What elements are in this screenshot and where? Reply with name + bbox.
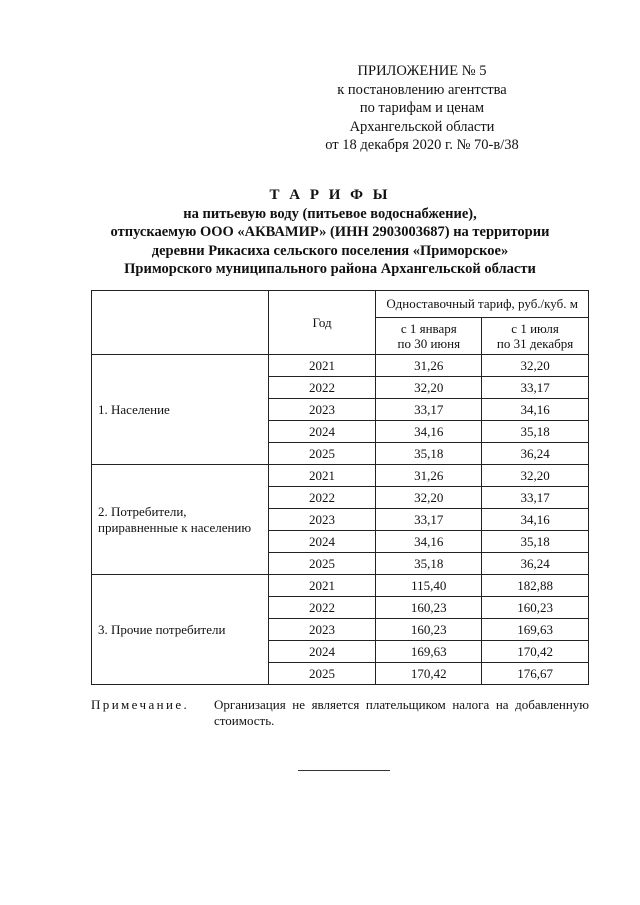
appendix-line: по тарифам и ценам [359, 100, 485, 116]
tariff-h2-cell: 182,88 [482, 575, 589, 597]
year-cell: 2021 [268, 355, 376, 377]
category-cell [92, 465, 269, 575]
divider-line [298, 770, 390, 771]
year-header: Год [268, 291, 376, 355]
year-cell: 2023 [268, 509, 376, 531]
appendix-line: от 18 декабря 2020 г. № 70-в/38 [325, 137, 519, 153]
tariff-h2-cell: 32,20 [482, 355, 589, 377]
tariff-h1-cell: 33,17 [376, 399, 482, 421]
note [91, 697, 589, 729]
tariff-h2-cell: 33,17 [482, 487, 589, 509]
category-label: 3. Прочие потребители [98, 621, 226, 637]
tariff-h2-cell: 176,67 [482, 663, 589, 685]
tariff-h2-cell: 160,23 [482, 597, 589, 619]
note-text: Организация не является плательщиком налога на добавленную стоимость. [214, 697, 589, 728]
category-header-cell [92, 291, 269, 355]
year-cell: 2023 [268, 399, 376, 421]
tariff-h1-cell: 160,23 [376, 619, 482, 641]
category-label: 2. Потребители, [98, 503, 187, 519]
tariff-h2-cell: 36,24 [482, 553, 589, 575]
category-cell [92, 355, 269, 465]
appendix-header [292, 62, 552, 155]
period2-header [482, 318, 589, 355]
tariff-h1-cell: 32,20 [376, 487, 482, 509]
tariff-h1-cell: 115,40 [376, 575, 482, 597]
tariff-h2-cell: 36,24 [482, 443, 589, 465]
note-label: Примечание. [91, 697, 190, 712]
tariff-h2-cell: 32,20 [482, 465, 589, 487]
period2-line2: по 31 декабря [496, 336, 574, 351]
year-cell: 2024 [268, 641, 376, 663]
tariff-h2-cell: 34,16 [482, 509, 589, 531]
year-cell: 2022 [268, 597, 376, 619]
table-row [92, 465, 589, 487]
category-cell [92, 575, 269, 685]
appendix-line: ПРИЛОЖЕНИЕ № 5 [357, 63, 487, 79]
year-cell: 2025 [268, 663, 376, 685]
period1-line2: по 30 июня [397, 336, 461, 351]
tariff-header: Одноставочный тариф, руб./куб. м [376, 291, 589, 318]
year-cell: 2024 [268, 421, 376, 443]
title-line: отпускаемую ООО «АКВАМИР» (ИНН 2903003687) на территории [110, 224, 550, 240]
period1-line1: с 1 января [400, 321, 457, 336]
tariff-h2-cell: 169,63 [482, 619, 589, 641]
tariff-h1-cell: 35,18 [376, 553, 482, 575]
tariff-h1-cell: 169,63 [376, 641, 482, 663]
tariff-table [91, 290, 589, 685]
title-line: Приморского муниципального района Архангельской области [124, 261, 536, 277]
year-cell: 2025 [268, 553, 376, 575]
category-label: приравненные к населению [98, 519, 252, 535]
tariff-h1-cell: 34,16 [376, 421, 482, 443]
tariff-h2-cell: 35,18 [482, 531, 589, 553]
table-row [92, 575, 589, 597]
year-cell: 2025 [268, 443, 376, 465]
tariff-h1-cell: 170,42 [376, 663, 482, 685]
year-cell: 2022 [268, 377, 376, 399]
year-cell: 2024 [268, 531, 376, 553]
appendix-line: Архангельской области [349, 118, 495, 135]
tariff-h1-cell: 31,26 [376, 465, 482, 487]
tariff-h2-cell: 34,16 [482, 399, 589, 421]
appendix-line: к постановлению агентства [337, 81, 507, 98]
year-cell: 2021 [268, 465, 376, 487]
tariff-h2-cell: 35,18 [482, 421, 589, 443]
tariff-h2-cell: 170,42 [482, 641, 589, 663]
year-cell: 2022 [268, 487, 376, 509]
year-cell: 2023 [268, 619, 376, 641]
tariff-h1-cell: 34,16 [376, 531, 482, 553]
tariff-h2-cell: 33,17 [482, 377, 589, 399]
year-cell: 2021 [268, 575, 376, 597]
tariff-h1-cell: 35,18 [376, 443, 482, 465]
tariff-table-body [92, 355, 589, 685]
period1-header [376, 318, 482, 355]
tariff-h1-cell: 32,20 [376, 377, 482, 399]
tariff-h1-cell: 33,17 [376, 509, 482, 531]
category-label: 1. Население [98, 401, 170, 417]
tariff-h1-cell: 31,26 [376, 355, 482, 377]
title-line: на питьевую воду (питьевое водоснабжение), [183, 205, 477, 222]
period2-line1: с 1 июля [511, 321, 559, 336]
title-heading: Т А Р И Ф Ы [269, 187, 391, 203]
table-row [92, 355, 589, 377]
title-line: деревни Рикасиха сельского поселения «Приморское» [151, 242, 509, 259]
document-title [60, 186, 600, 279]
tariff-h1-cell: 160,23 [376, 597, 482, 619]
